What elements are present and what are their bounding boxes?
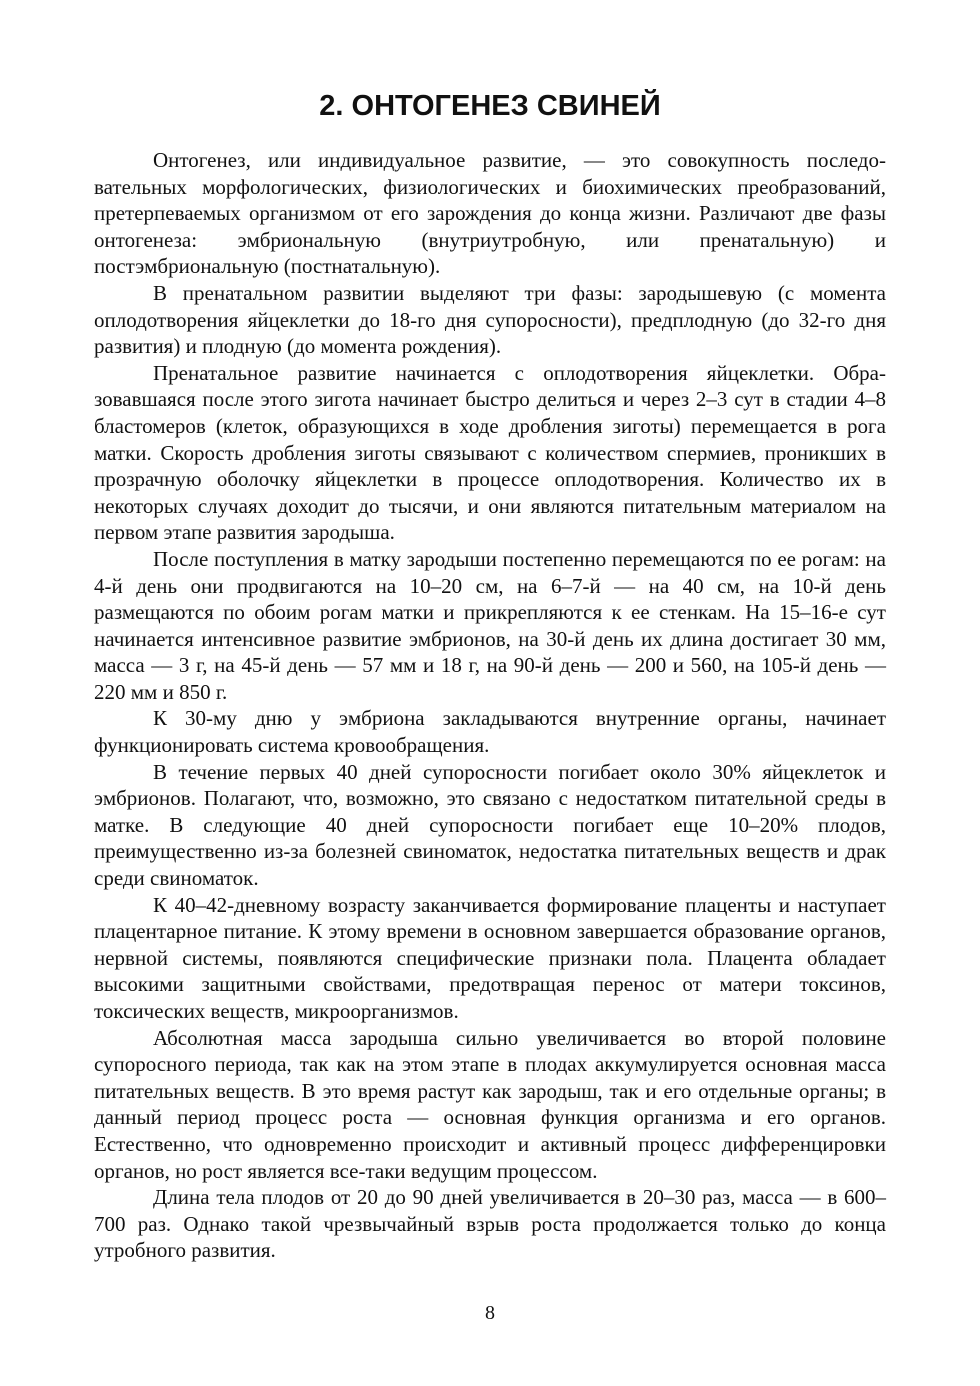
paragraph-9: Длина тела плодов от 20 до 90 дней увеличивается в 20–30 раз, масса — в 600–700 раз. Однако такой чрезвычайный взрыв роста продолжается только до конца утробного развития.: [94, 1185, 886, 1263]
paragraph-1: Онтогенез, или индивидуальное развитие, — это совокупность последовательных морфологических, физиологических и биохимических преобразований, претерпеваемых организмом от его зарождения до конца жизни. Различают две фазы онтогенеза: эмбриональную (внутриутробную, или пренатальную) и постэмбриональную (постнатальную).: [94, 148, 886, 279]
page-number: 8: [485, 1302, 495, 1324]
paragraph-5: К 30-му дню у эмбриона закладываются внутренние органы, начинает функционировать система кровообращения.: [94, 706, 886, 758]
paragraph-4: После поступления в матку зародыши постепенно перемещаются по ее рогам: на 4-й день они продвигаются на 10–20 см, на 6–7-й — на 40 см, на 10-й день размещаются по обоим рогам матки и прикрепляются к ее стенкам. На 15–16-е сут начинается интенсивное развитие эмбрионов, на 30-й день их длина достигает 30 мм, масса — 3 г, на 45-й день — 57 мм и 18 г, на 90-й день — 200 и 560, на 105-й день — 220 мм и 850 г.: [94, 546, 886, 704]
body-text: [94, 147, 886, 1264]
paragraph-2: В пренатальном развитии выделяют три фазы: зародышевую (с момента оплодотворения яйцеклетки до 18-го дня супоросности), предплодную (до 32-го дня развития) и плодную (до момента рождения).: [94, 280, 886, 359]
paragraph-7: К 40–42-дневному возрасту заканчивается формирование плаценты и наступает плацентарное питание. К этому времени в основном завершается образование органов, нервной системы, появляются специфические признаки пола. Плацента обладает высокими защитными свойствами, предотвращая перенос от матери токсинов, токсических веществ, микроорганизмов.: [94, 892, 886, 1023]
paragraph-8: Абсолютная масса зародыша сильно увеличивается во второй половине супоросного периода, так как на этом этапе в плодах аккумулируется основная масса питательных веществ. В это время растут как зародыш, так и его отдельные органы; в данный период процесс роста — основная функция организма и его органов. Естественно, что одновременно происходит и активный процесс дифференцировки органов, но рост является все-таки ведущим процессом.: [94, 1025, 886, 1183]
page-title: 2. ОНТОГЕНЕЗ СВИНЕЙ: [319, 90, 661, 122]
paragraph-3: Пренатальное развитие начинается с оплодотворения яйцеклетки. Образовавшаяся после этого зигота начинает быстро делиться и через 2–3 сут в стадии 4–8 бластомеров (клеток, образующихся в ходе дробления зиготы) перемещается в рога матки. Скорость дробления зиготы связывают с количеством спермиев, проникших в прозрачную оболочку яйцеклетки в процессе оплодотворения. Количество их в некоторых случаях доходит до тысячи, и они являются питательным материалом на первом этапе развития зародыша.: [94, 360, 886, 545]
paragraph-6: В течение первых 40 дней супоросности погибает около 30% яйцеклеток и эмбрионов. Полагают, что, возможно, это связано с недостатком питательной среды в матке. В следующие 40 дней супоросности погибает еще 10–20% плодов, преимущественно из-за болезней свиноматок, недостатка питательных веществ и драк среди свиноматок.: [94, 759, 886, 891]
